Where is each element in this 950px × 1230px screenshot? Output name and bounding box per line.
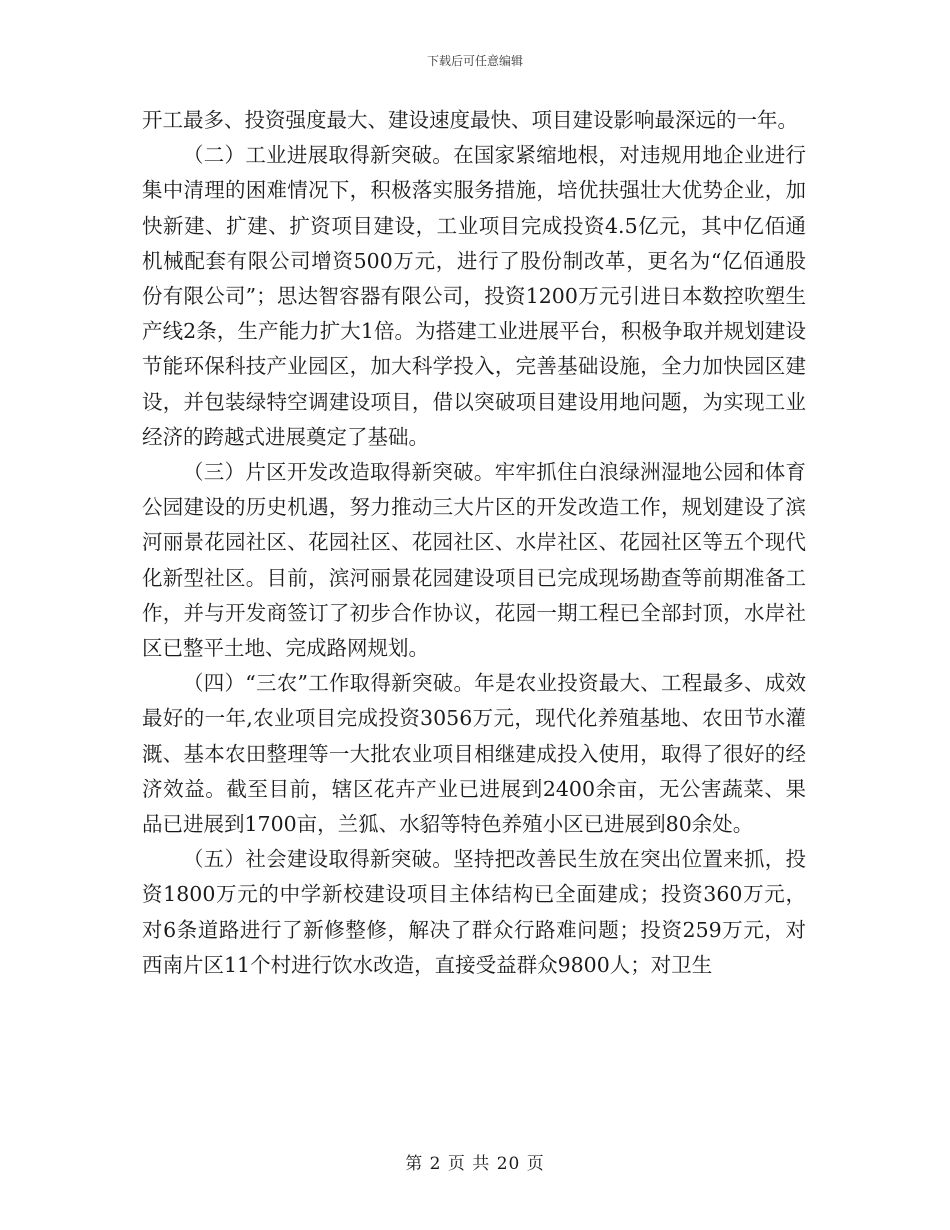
paragraph-district-development: （三）片区开发改造取得新突破。牢牢抓住白浪绿洲湿地公园和体育公园建设的历史机遇，努力推动三大片区的开发改造工作，规划建设了滨河丽景花园社区、花园社区、花园社区、水岸社区、花园社区等五个现代化新型社区。目前，滨河丽景花园建设项目已完成现场勘查等前期准备工作，并与开发商签订了初步合作协议，花园一期工程已全部封顶，水岸社区已整平土地、完成路网规划。 — [142, 460, 806, 661]
paragraph-industry: （二）工业进展取得新突破。在国家紧缩地根，对违规用地企业进行集中清理的困难情况下，积极落实服务措施，培优扶强壮大优势企业，加快新建、扩建、扩资项目建设，工业项目完成投资4.5亿元，其中亿佰通机械配套有限公司增资500万元，进行了股份制改革，更名为“亿佰通股份有限公司”；思达智容器有限公司，投资1200万元引进日本数控吹塑生产线2条，生产能力扩大1倍。为搭建工业进展平台，积极争取并规划建设节能环保科技产业园区，加大科学投入，完善基础设施，全力加快园区建设，并包装绿特空调建设项目，借以突破项目建设用地问题，为实现工业经济的跨越式进展奠定了基础。 — [142, 143, 806, 449]
page-number-footer: 第 2 页 共 20 页 — [405, 1154, 545, 1174]
paragraph-continuation: 开工最多、投资强度最大、建设速度最快、项目建设影响最深远的一年。 — [142, 108, 798, 132]
paragraph-agriculture: （四）“三农”工作取得新突破。年是农业投资最大、工程最多、成效最好的一年,农业项目完成投资3056万元，现代化养殖基地、农田节水灌溉、基本农田整理等一大批农业项目相继建成投入使用，取得了很好的经济效益。截至目前，辖区花卉产业已进展到2400余亩，无公害蔬菜、果品已进展到1700亩，兰狐、水貂等特色养殖小区已进展到80余处。 — [142, 671, 806, 837]
paragraph-social-construction: （五）社会建设取得新突破。坚持把改善民生放在突出位置来抓，投资1800万元的中学新校建设项目主体结构已全面建成；投资360万元，对6条道路进行了新修整修，解决了群众行路难问题；投资259万元，对西南片区11个村进行饮水改造，直接受益群众9800人；对卫生 — [142, 847, 806, 977]
document-body — [142, 103, 806, 983]
page-header-note: 下载后可任意编辑 — [426, 54, 523, 68]
